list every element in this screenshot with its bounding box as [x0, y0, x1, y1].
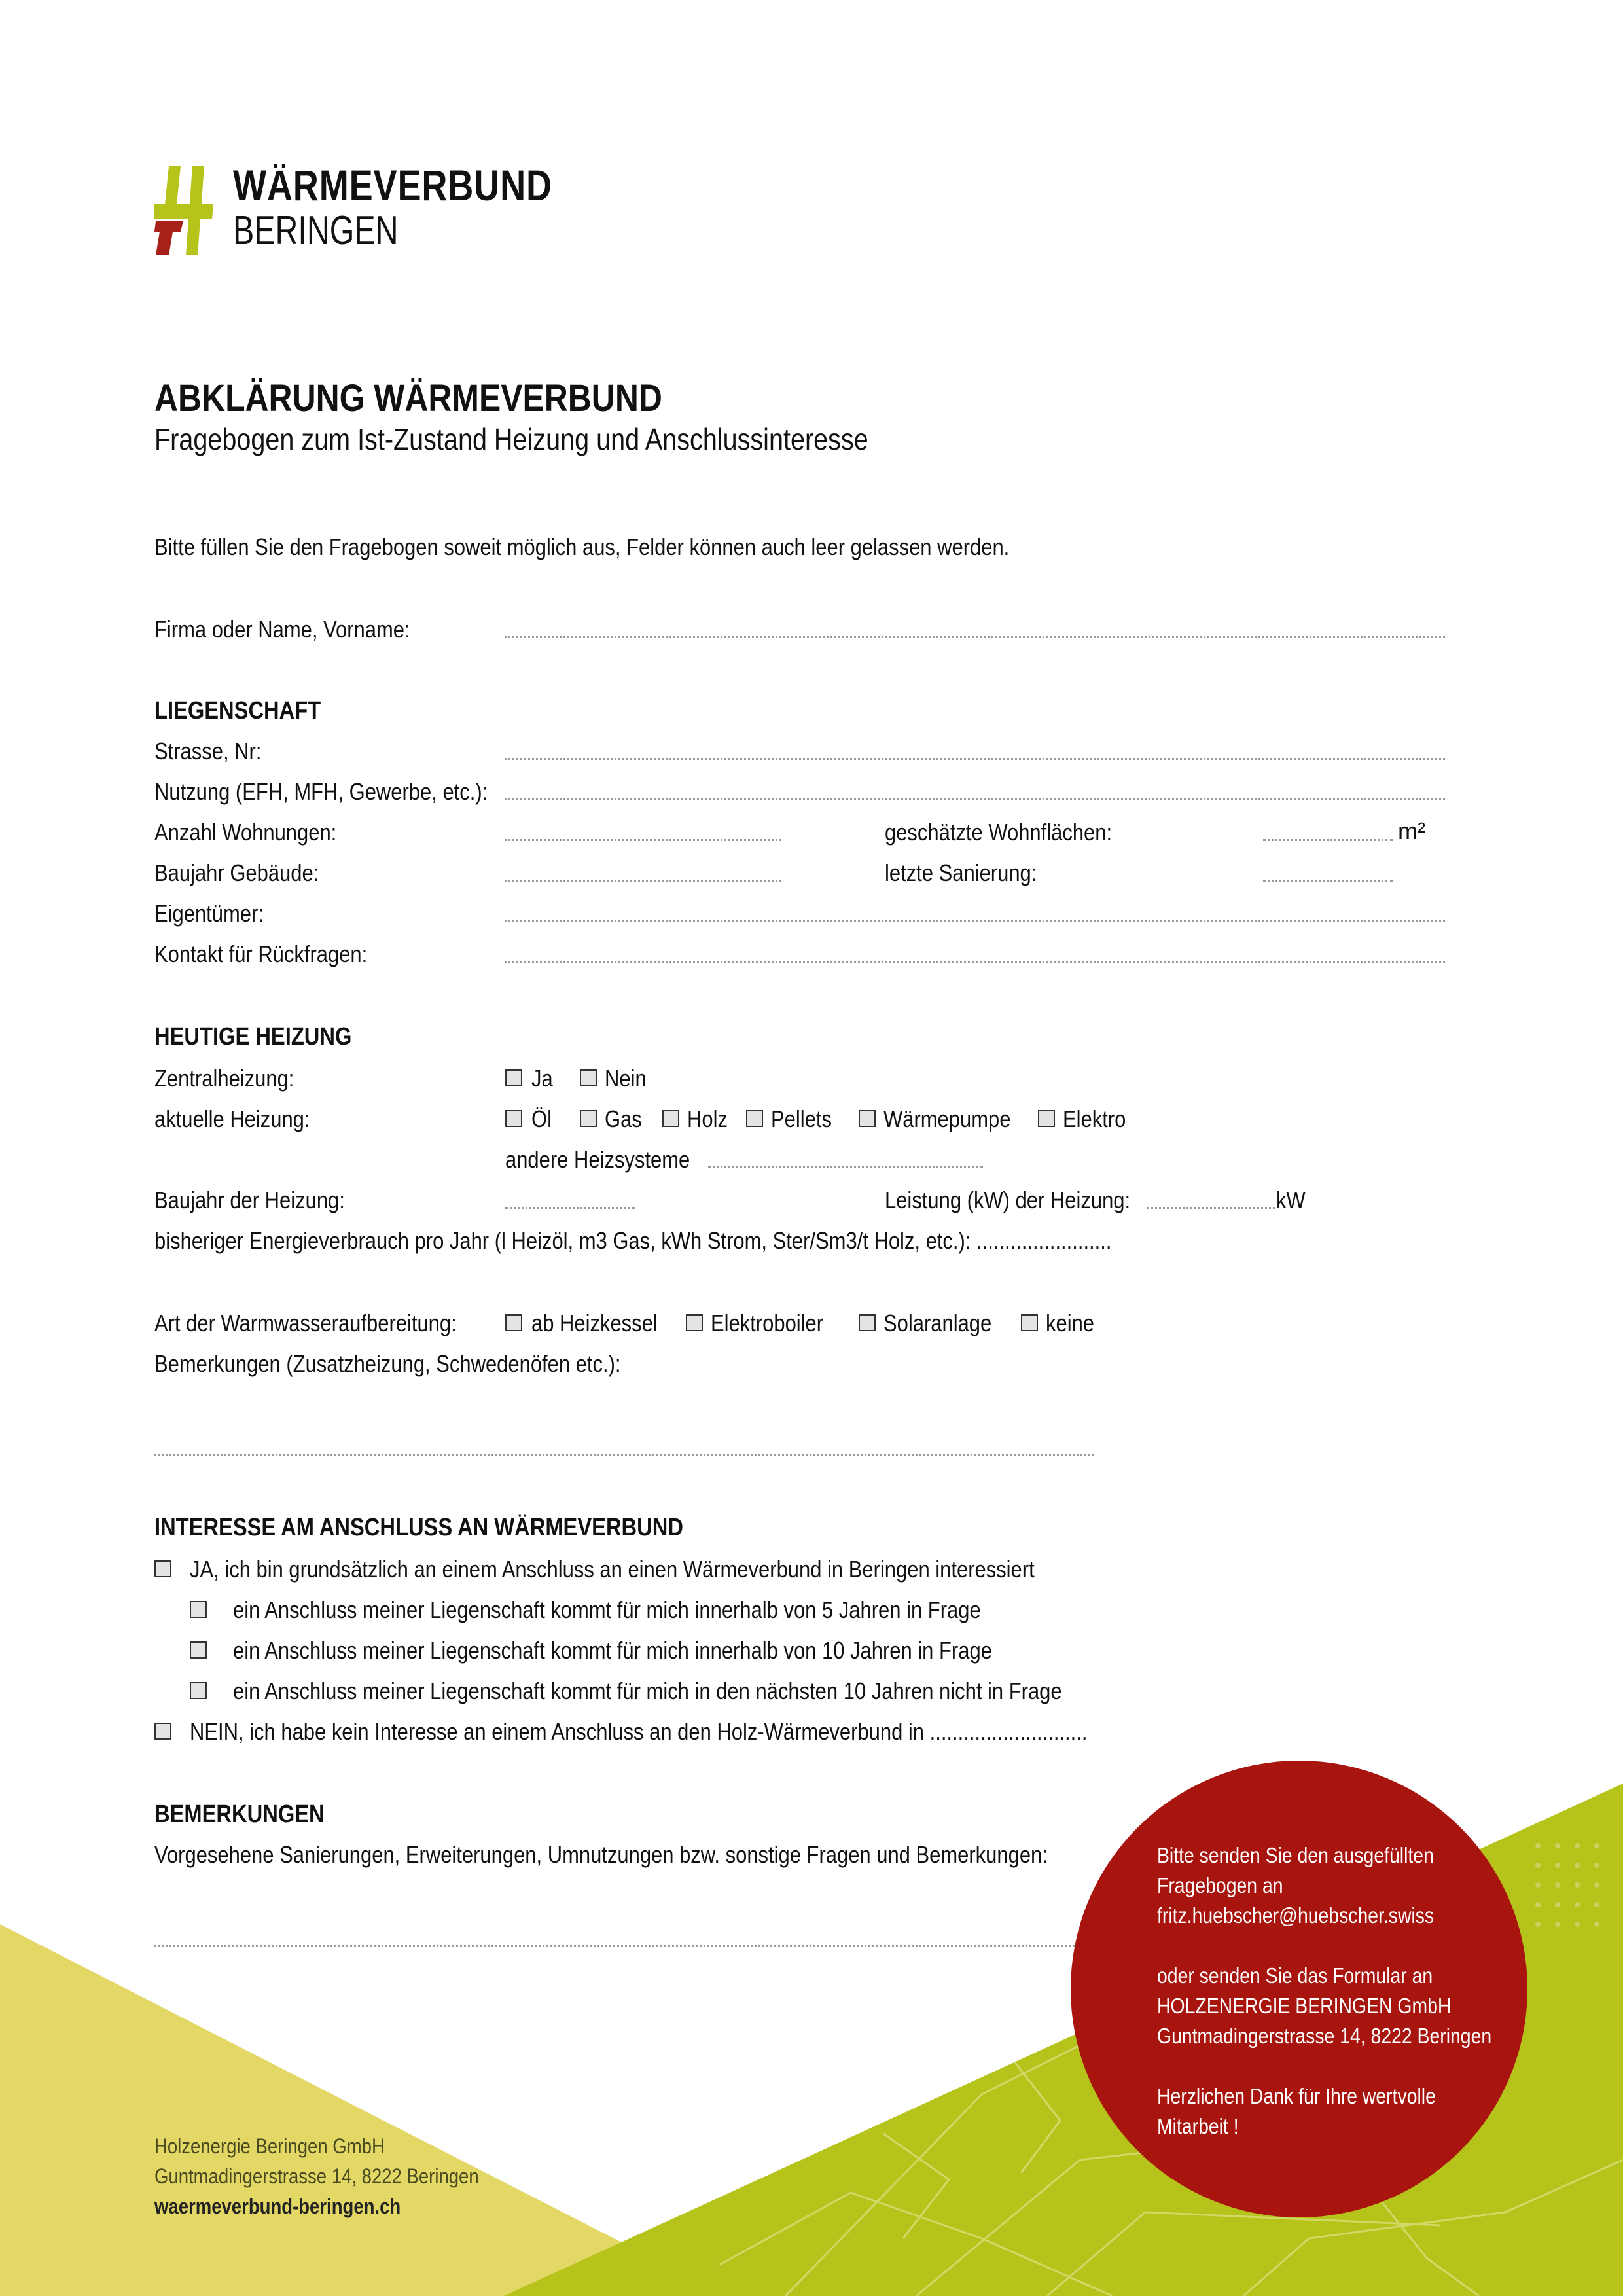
baujahr-gebaeude-label: Baujahr Gebäude:: [154, 859, 319, 886]
unit-kw: kW: [1276, 1187, 1306, 1213]
checkbox-keine[interactable]: [1021, 1314, 1038, 1331]
checkbox-interesse-nein[interactable]: [154, 1723, 171, 1740]
andere-heizsysteme-label: andere Heizsysteme: [505, 1146, 690, 1173]
label-elektro: Elektro: [1063, 1105, 1126, 1132]
footer-web[interactable]: waermeverbund-beringen.ch: [154, 2195, 401, 2218]
wohnflaechen-field[interactable]: [1263, 839, 1393, 841]
logo-wordmark: [233, 161, 622, 253]
logo-mark: [154, 166, 213, 258]
wohnungen-field[interactable]: [505, 839, 781, 841]
checkbox-nicht-10-jahre[interactable]: [190, 1682, 207, 1699]
checkbox-elektro[interactable]: [1038, 1110, 1055, 1127]
section-interesse: INTERESSE AM ANSCHLUSS AN WÄRMEVERBUND: [154, 1514, 683, 1541]
kontakt-field[interactable]: [505, 961, 1445, 963]
checkbox-gas[interactable]: [580, 1110, 597, 1127]
section-bemerkungen: BEMERKUNGEN: [154, 1801, 325, 1828]
strasse-label: Strasse, Nr:: [154, 738, 262, 764]
nutzung-field[interactable]: [505, 798, 1445, 800]
label-oel: Öl: [531, 1105, 552, 1132]
strasse-field[interactable]: [505, 758, 1445, 760]
label-gas: Gas: [605, 1105, 642, 1132]
checkbox-5-jahre[interactable]: [190, 1601, 207, 1618]
wohnflaechen-label: geschätzte Wohnflächen:: [885, 819, 1113, 846]
label-solaranlage: Solaranlage: [883, 1310, 992, 1336]
footer-address: Guntmadingerstrasse 14, 8222 Beringen: [154, 2164, 479, 2188]
logo-line2: BERINGEN: [233, 208, 399, 253]
zentralheizung-label: Zentralheizung:: [154, 1065, 294, 1092]
aktuelle-heizung-label: aktuelle Heizung:: [154, 1105, 310, 1132]
label-interesse-ja: JA, ich bin grundsätzlich an einem Anschluss an einen Wärmeverbund in Beringen interessiert: [190, 1556, 1035, 1583]
warmwasser-label: Art der Warmwasseraufbereitung:: [154, 1310, 457, 1336]
label-5-jahre: ein Anschluss meiner Liegenschaft kommt für mich innerhalb von 5 Jahren in Frage: [233, 1596, 981, 1623]
name-label: Firma oder Name, Vorname:: [154, 616, 410, 643]
section-heizung: HEUTIGE HEIZUNG: [154, 1023, 352, 1050]
baujahr-heizung-field[interactable]: [505, 1207, 635, 1209]
footer: [154, 2131, 531, 2221]
andere-heizsysteme-field[interactable]: [708, 1166, 983, 1168]
checkbox-heizkessel[interactable]: [505, 1314, 522, 1331]
name-field[interactable]: [505, 636, 1445, 638]
leistung-field[interactable]: [1147, 1207, 1275, 1209]
label-heizkessel: ab Heizkessel: [531, 1310, 658, 1336]
bemerkungen-heizung-field[interactable]: [154, 1454, 1094, 1456]
label-nicht-10-jahre: ein Anschluss meiner Liegenschaft kommt für mich in den nächsten 10 Jahren nicht in Frage: [233, 1677, 1062, 1704]
checkbox-waermepumpe[interactable]: [859, 1110, 876, 1127]
sanierung-label: letzte Sanierung:: [885, 859, 1037, 886]
energieverbrauch-label: bisheriger Energieverbrauch pro Jahr (l Heizöl, m3 Gas, kWh Strom, Ster/Sm3/t Holz, etc.): ........................: [154, 1227, 1112, 1254]
unit-m2: m²: [1398, 817, 1425, 844]
baujahr-heizung-label: Baujahr der Heizung:: [154, 1187, 345, 1213]
bemerkungen-heizung-label: Bemerkungen (Zusatzheizung, Schwedenöfen etc.):: [154, 1350, 621, 1377]
checkbox-zentral-ja[interactable]: [505, 1069, 522, 1086]
checkbox-holz[interactable]: [662, 1110, 679, 1127]
label-zentral-nein: Nein: [605, 1065, 647, 1092]
label-zentral-ja: Ja: [531, 1065, 553, 1092]
checkbox-pellets[interactable]: [746, 1110, 763, 1127]
eigentuemer-label: Eigentümer:: [154, 900, 264, 927]
leistung-label: Leistung (kW) der Heizung:: [885, 1187, 1131, 1213]
intro-text: Bitte füllen Sie den Fragebogen soweit möglich aus, Felder können auch leer gelassen werden.: [154, 533, 1010, 560]
label-waermepumpe: Wärmepumpe: [883, 1105, 1011, 1132]
label-elektroboiler: Elektroboiler: [711, 1310, 824, 1336]
bemerkungen-label: Vorgesehene Sanierungen, Erweiterungen, Umnutzungen bzw. sonstige Fragen und Bemerkungen:: [154, 1841, 1048, 1868]
footer-company: Holzenergie Beringen GmbH: [154, 2134, 385, 2158]
page-title: ABKLÄRUNG WÄRMEVERBUND: [154, 377, 662, 420]
sanierung-field[interactable]: [1263, 880, 1393, 882]
bemerkungen-field[interactable]: [154, 1945, 1094, 1947]
checkbox-solaranlage[interactable]: [859, 1314, 876, 1331]
kontakt-label: Kontakt für Rückfragen:: [154, 941, 368, 967]
baujahr-gebaeude-field[interactable]: [505, 880, 781, 882]
contact-email[interactable]: fritz.huebscher@huebscher.swiss: [1157, 1903, 1435, 1928]
page-subtitle: Fragebogen zum Ist-Zustand Heizung und Anschlussinteresse: [154, 422, 868, 456]
section-liegenschaft: LIEGENSCHAFT: [154, 697, 321, 725]
yellow-triangle: [0, 1924, 726, 2296]
label-pellets: Pellets: [771, 1105, 832, 1132]
contact-circle-text: Bitte senden Sie den ausgefüllten Fragebogen an fritz.huebscher@huebscher.swiss oder senden Sie das Formular an HOLZENERGIE BERINGEN GmbH Guntmadingerstrasse 14, 8222 Beringen Herzlichen Dank für Ihre wertvolle Mitarbeit !: [1157, 1840, 1546, 2142]
checkbox-10-jahre[interactable]: [190, 1641, 207, 1659]
label-10-jahre: ein Anschluss meiner Liegenschaft kommt für mich innerhalb von 10 Jahren in Frage: [233, 1637, 992, 1664]
nutzung-label: Nutzung (EFH, MFH, Gewerbe, etc.):: [154, 778, 488, 805]
checkbox-interesse-ja[interactable]: [154, 1560, 171, 1577]
wohnungen-label: Anzahl Wohnungen:: [154, 819, 337, 846]
label-keine: keine: [1046, 1310, 1095, 1336]
checkbox-zentral-nein[interactable]: [580, 1069, 597, 1086]
label-holz: Holz: [687, 1105, 728, 1132]
label-interesse-nein: NEIN, ich habe kein Interesse an einem Anschluss an den Holz-Wärmeverbund in ............................: [190, 1718, 1088, 1745]
checkbox-elektroboiler[interactable]: [686, 1314, 703, 1331]
logo-line1: WÄRMEVERBUND: [233, 161, 552, 209]
checkbox-oel[interactable]: [505, 1110, 522, 1127]
eigentuemer-field[interactable]: [505, 920, 1445, 922]
